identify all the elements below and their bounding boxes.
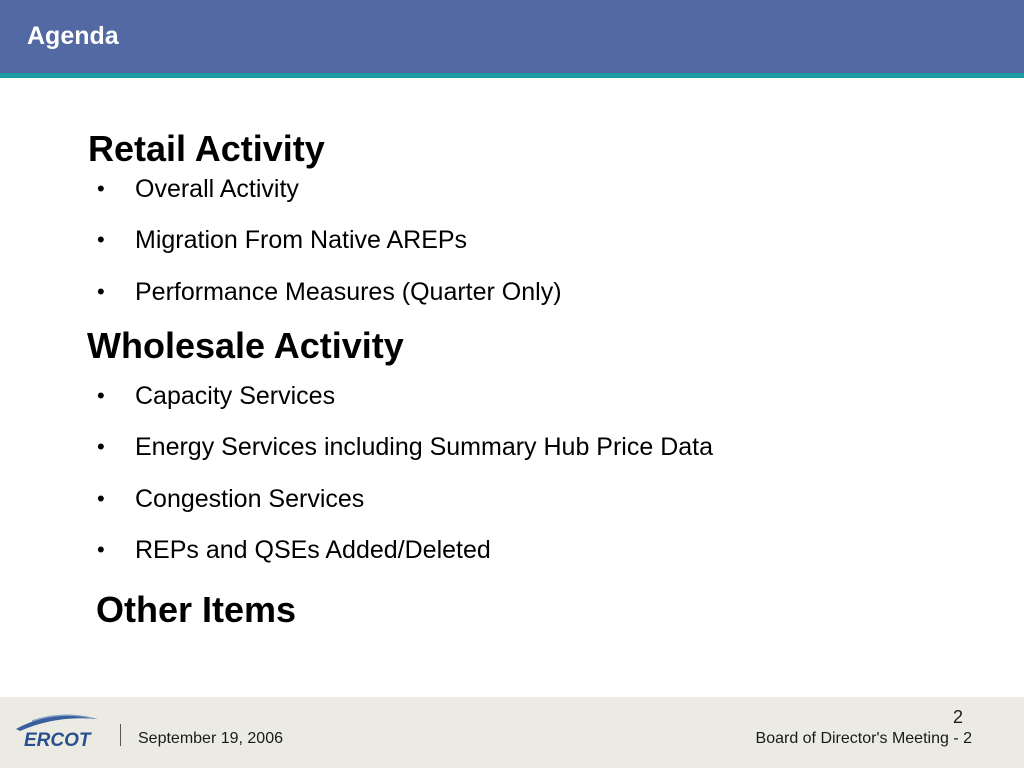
section-heading-wholesale: Wholesale Activity [87,325,404,366]
bullet-text: Performance Measures (Quarter Only) [135,277,562,306]
bullet-icon: • [97,434,105,460]
footer [0,697,1024,768]
header-stripe [0,73,1024,78]
footer-meeting-label: Board of Director's Meeting - 2 [755,730,972,747]
section-heading-retail: Retail Activity [88,128,325,169]
bullet-text: Capacity Services [135,382,336,410]
bullet-icon: • [97,383,105,408]
bullet-text: REPs and QSEs Added/Deleted [135,535,491,564]
bullet-text: Congestion Services [135,484,365,513]
slide-title: Agenda [27,22,119,50]
footer-divider [120,724,121,746]
bullet-icon: • [97,176,105,201]
page-number: 2 [952,707,963,727]
header-bar [0,0,1024,73]
bullet-text: Migration From Native AREPs [135,226,468,255]
footer-date: September 19, 2006 [138,730,283,747]
ercot-logo [12,707,104,749]
logo-text: ERCOT [24,730,91,749]
bullet-icon: • [97,278,105,304]
bullet-text: Energy Services including Summary Hub Price Data [135,433,714,462]
bullet-icon: • [97,485,105,511]
section-heading-other: Other Items [96,589,297,630]
bullet-icon: • [97,227,105,253]
bullet-text: Overall Activity [135,175,299,203]
bullet-icon: • [97,536,105,562]
